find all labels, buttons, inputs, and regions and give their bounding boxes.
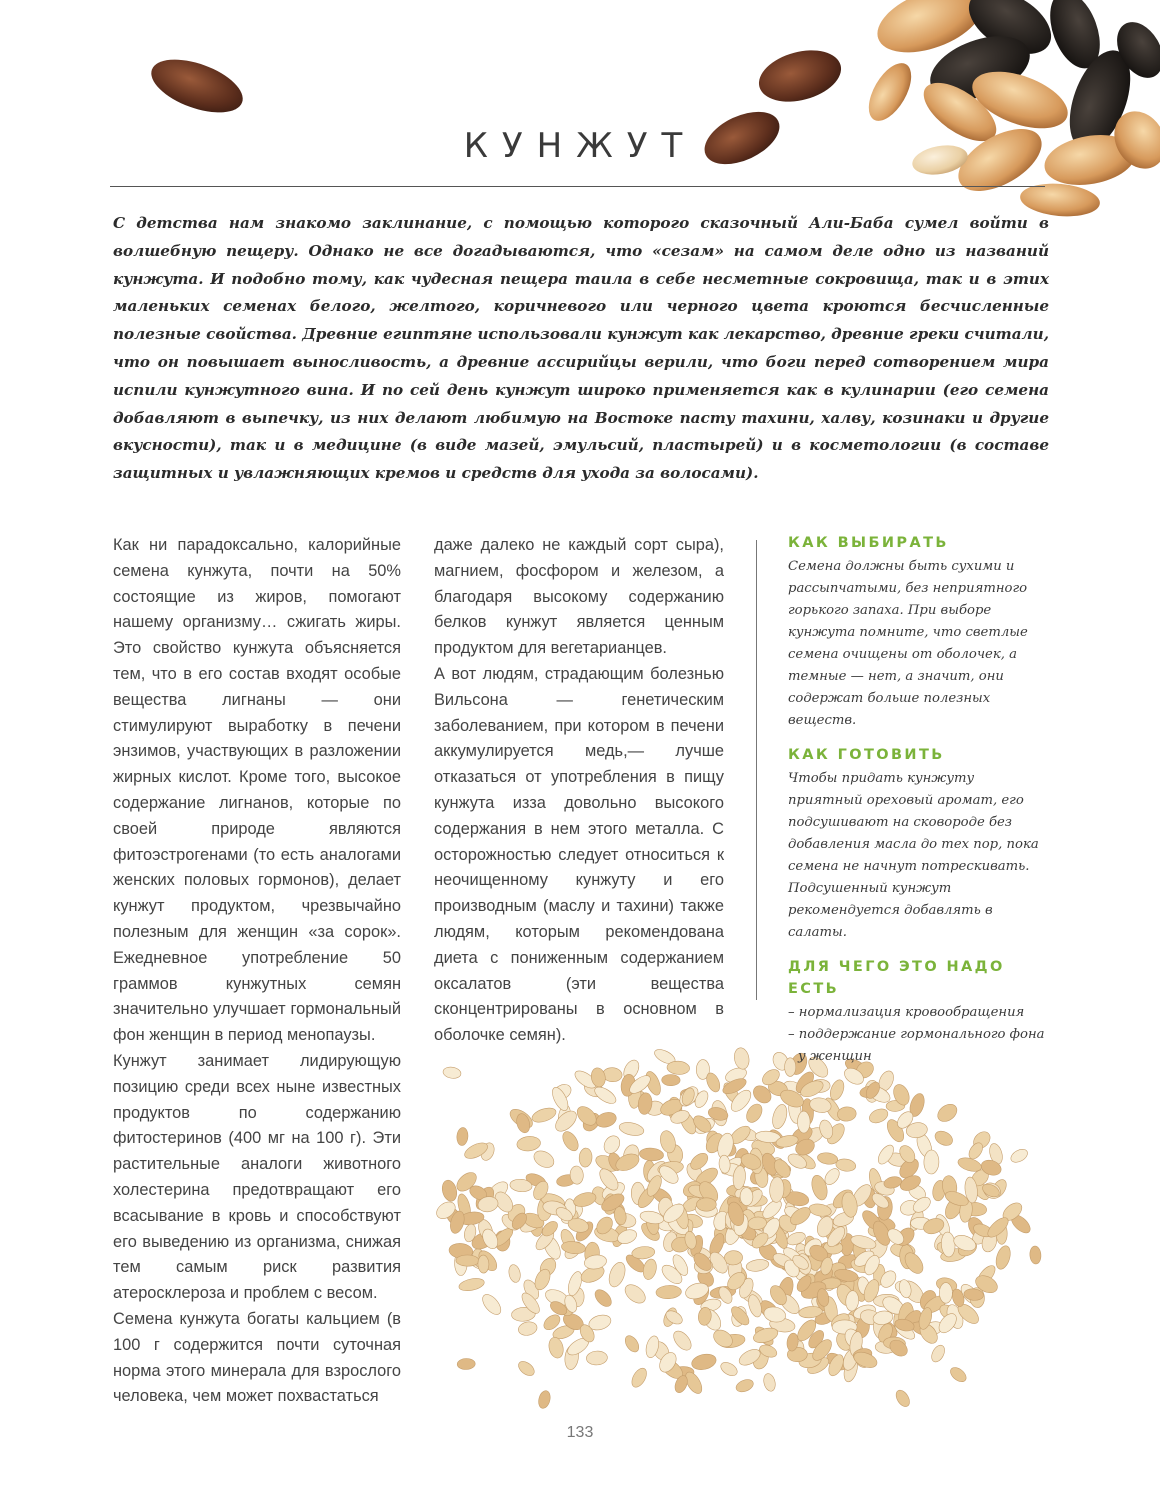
sesame-seed — [517, 1320, 538, 1337]
sesame-seed — [740, 1187, 753, 1205]
sesame-seed — [733, 1047, 751, 1071]
column1-paragraph-1: Как ни парадоксально, калорийные семена кунжута, почти на 50% состоящие из жиров, помогают нашему организму… сжигать жиры. Это свойство кунжута объясняется тем, что в его состав входят особые вещества лигнаны — они стимулируют выработку в печени энзимов, участвующих в разложении жирных кислот. Кроме того, высокое содержание лигнанов, которые по своей природе являются фитоэстрогенами (то есть аналогами женских половых гормонов), делает кунжут продуктом, чрезвычайно полезным для женщин «за сорок». Ежедневное употребление 50 граммов кунжутных семян значительно улучшает гормональный фон женщин в период менопаузы. — [113, 536, 401, 1045]
sesame-seed — [579, 1148, 593, 1168]
sesame-seed — [516, 1135, 541, 1152]
sesame-seed — [479, 1291, 504, 1317]
sesame-seed — [798, 1111, 811, 1133]
sesame-seed — [537, 1389, 552, 1409]
sesame-seed — [639, 1147, 664, 1162]
page-title: КУНЖУТ — [463, 126, 697, 166]
column1-paragraph-3: Семена кунжута богаты кальцием (в 100 г содержится почти суточная норма этого минерала для взрослого человека, чем может похвастаться — [113, 1309, 401, 1406]
sesame-seed — [442, 1066, 461, 1080]
sesame-seed — [939, 1283, 952, 1304]
sidebar-choose-heading: КАК ВЫБИРАТЬ — [788, 535, 949, 551]
sesame-seed — [458, 1276, 486, 1292]
column2-paragraph-1: даже далеко не каждый сорт сыра), магнием, фосфором и железом, а благодаря высокому содержанию белков кунжут является ценным продуктом для вегетарианцев. — [434, 536, 724, 658]
title-divider — [110, 186, 1045, 187]
sesame-seed — [440, 1179, 459, 1203]
sesame-seed — [516, 1359, 537, 1379]
intro-paragraph — [113, 210, 1049, 488]
sesame-seed — [561, 1240, 586, 1255]
body-column-2 — [434, 533, 724, 1049]
sesame-seed — [948, 1365, 969, 1385]
sesame-seed — [618, 1120, 645, 1137]
sidebar-cook-heading: КАК ГОТОВИТЬ — [788, 747, 945, 763]
sesame-seed — [641, 1258, 658, 1281]
sesame-seed — [586, 1350, 608, 1365]
sesame-seed — [457, 1358, 475, 1370]
sesame-seed — [622, 1281, 649, 1307]
list-item: – нормализация кровообращения — [788, 1005, 1025, 1020]
sidebar-why-heading: ДЛЯ ЧЕГО ЭТО НАДО ЕСТЬ — [788, 959, 1005, 997]
list-item: – поддержание гормонального фона у женщин — [788, 1027, 1045, 1064]
sesame-seed — [531, 1148, 557, 1171]
sesame-seed — [924, 1150, 939, 1174]
sidebar-cook — [788, 744, 1050, 944]
sidebar-choose-text: Семена должны быть сухими и рассыпчатыми, без неприятного горького запаха. При выборе кунжута помните, что светлые семена очищены от оболочек, а темные — нет, а значит, они содержат больше полезных веществ. — [788, 559, 1028, 728]
sesame-seed — [690, 1352, 717, 1372]
sesame-seed — [933, 1128, 955, 1148]
sesame-seed — [929, 1343, 947, 1364]
sesame-seed — [769, 1176, 785, 1202]
sesame-seed — [631, 1245, 655, 1260]
sidebar-why — [788, 956, 1050, 1068]
sesame-seed — [656, 1285, 682, 1300]
brown-seed-icon — [144, 49, 249, 123]
sesame-seed — [762, 1372, 777, 1392]
sidebar — [788, 532, 1050, 1080]
sesame-seed — [867, 1106, 890, 1125]
page-number: 133 — [566, 1424, 594, 1441]
sesame-seed — [1029, 1246, 1041, 1265]
sesame-seed — [662, 1074, 681, 1086]
sesame-seed — [718, 1360, 739, 1379]
column1-paragraph-2: Кунжут занимает лидирующую позицию среди всех ныне известных продуктов по содержанию фитостеринов (400 мг на 100 г). Эти растительные аналоги животного холестерина предотвращают его всасывание в кровь и способствуют его выведению из организма, снижая тем самым риск развития атеросклероза и проблем с весом. — [113, 1051, 401, 1303]
sesame-seed — [697, 1198, 717, 1211]
sesame-seed — [547, 1336, 565, 1360]
sesame-seed — [667, 1060, 690, 1075]
sidebar-why-list — [788, 1002, 1050, 1068]
sesame-seed — [606, 1260, 628, 1289]
sesame-seed — [530, 1105, 558, 1125]
body-column-1 — [113, 533, 401, 1410]
column2-paragraph-2: А вот людям, страдающим болезнью Вильсона — генетическим заболеванием, при котором в печени аккумулируется медь,— лучше отказаться от употребления в пищу кунжута изза довольно высокого содержания в нем этого металла. С осторожностью следует относиться к неочищенному кунжуту и его производным (маслу и тахини) также людям, которым рекомендована диета с пониженным содержанием оксалатов (эти вещества сконцентрированы в основном в оболочке семян). — [434, 664, 724, 1045]
sesame-seed — [718, 1155, 731, 1174]
sesame-seed — [456, 1255, 479, 1267]
sesame-seed — [770, 1103, 789, 1131]
sesame-seed — [560, 1129, 582, 1154]
sesame-seed — [817, 1152, 839, 1166]
sesame-seed — [734, 1377, 755, 1394]
sesame-seed — [994, 1244, 1013, 1271]
sesame-seed — [670, 1328, 694, 1354]
sesame-seed — [622, 1333, 641, 1354]
sesame-seed — [507, 1264, 522, 1284]
sesame-seed — [629, 1366, 650, 1390]
sidebar-cook-text: Чтобы придать кунжуту приятный ореховый аромат, его подсушивают на сковороде без добавления масла до тех пор, пока семена не начнут потрескивать. Подсушенный кунжут рекомендуется добавлять в салаты. — [788, 771, 1039, 940]
sesame-seed — [592, 1287, 614, 1310]
sesame-seed — [745, 1258, 769, 1273]
sesame-pile-illustration — [433, 1047, 1041, 1410]
sesame-seed — [601, 1133, 623, 1156]
sesame-seed — [456, 1127, 469, 1146]
sesame-seed — [934, 1101, 960, 1125]
sidebar-choose — [788, 532, 1050, 732]
intro-text: С детства нам знакомо заклинание, с помощью которого сказочный Али-Баба сумел войти в волшебную пещеру. Однако не все догадываются, что «сезам» на самом деле одно из названий кунжута. И подобно тому, как чудесная пещера таила в себе несметные сокровища, так и в этих маленьких семенах белого, желтого, коричневого или черного цвета кроются бесчисленные полезные свойства. Древние египтяне использовали кунжут как лекарство, древние греки считали, что он повышает выносливость, а древние ассирийцы верили, что боги перед сотворением мира испили кунжутного вина. И по сей день кунжут широко применяется как в кулинарии (его семена добавляют в выпечку, из них делают любимую на Востоке пасту тахини, халву, козинаки и другие вкусности), так и в медицине (в виде мазей, эмульсий, пластырей) и в косметологии (в составе защитных и увлажняющих кремов и средств для ухода за волосами). — [113, 214, 1049, 483]
sesame-seed — [594, 1110, 618, 1130]
sesame-seed — [893, 1388, 912, 1409]
sidebar-divider — [756, 540, 757, 1000]
sesame-seed — [1009, 1147, 1030, 1165]
